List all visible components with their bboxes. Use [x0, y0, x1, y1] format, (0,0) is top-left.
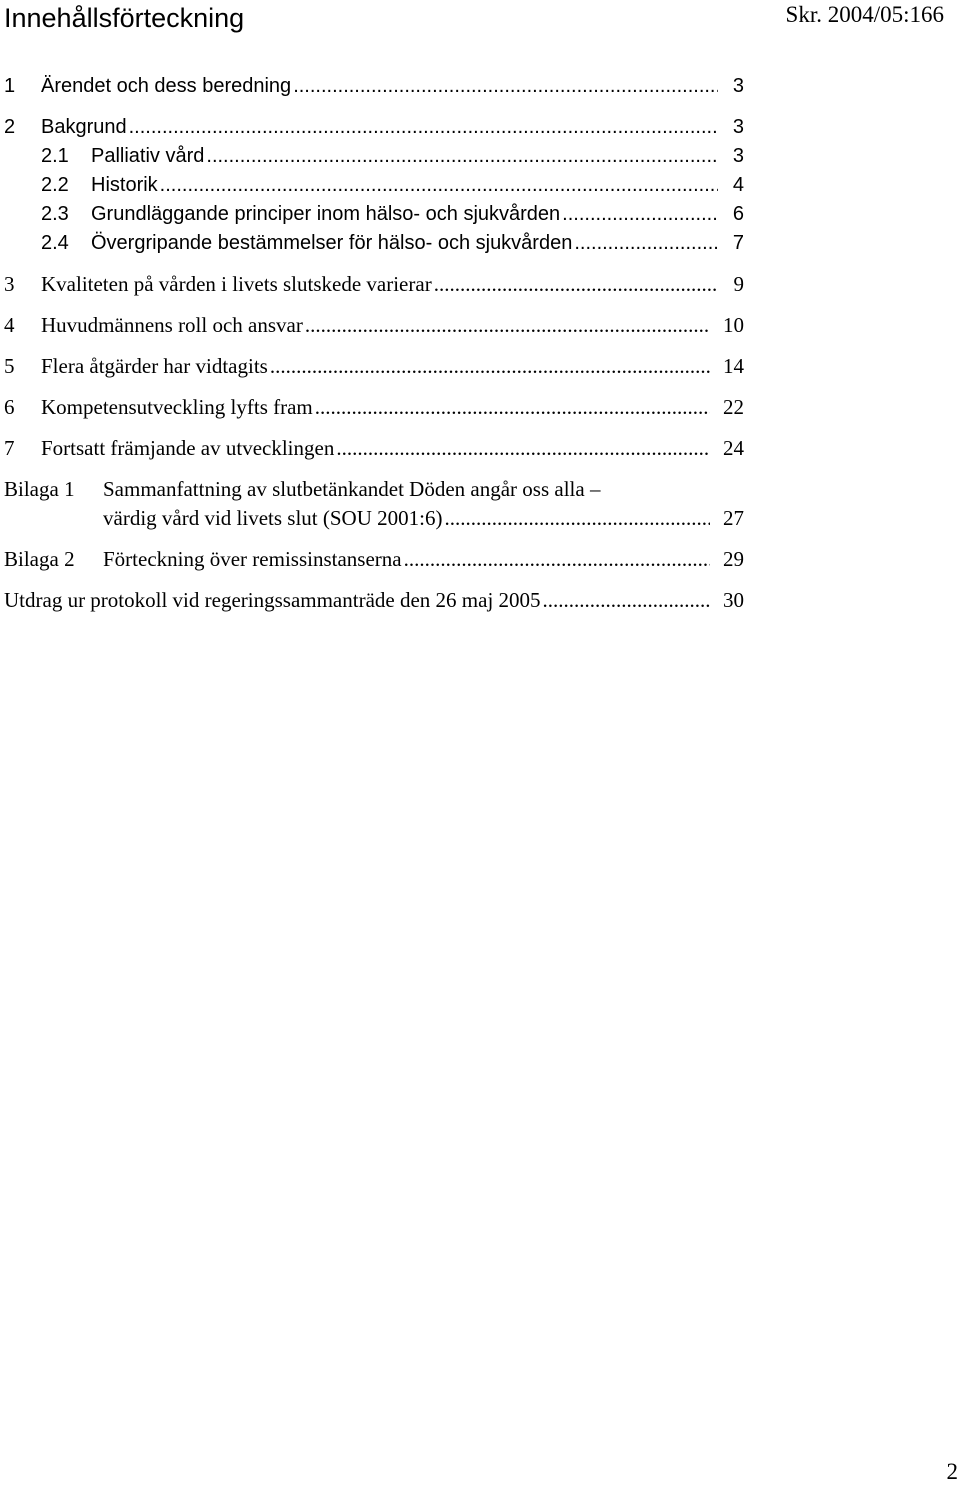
- toc-entry-number: 5: [4, 354, 15, 378]
- toc-leader-dots: [444, 504, 710, 532]
- toc-entry-number: Bilaga 2: [4, 547, 75, 571]
- toc-entry-title: Fortsatt främjande av utvecklingen: [41, 436, 335, 460]
- toc-entry-page: 7: [732, 232, 744, 254]
- toc-entry-number: 7: [4, 436, 15, 460]
- toc-entry-1[interactable]: [0, 72, 744, 100]
- toc-entry-title: Bakgrund: [41, 116, 127, 138]
- toc-entry-title: Historik: [91, 174, 158, 196]
- toc-leader-dots: [160, 171, 718, 199]
- toc-leader-dots: [543, 586, 710, 614]
- toc-entry-page: 27: [723, 506, 744, 530]
- toc-entry-title-continued: värdig vård vid livets slut (SOU 2001:6): [103, 506, 443, 530]
- toc-entry-2[interactable]: [0, 113, 744, 141]
- toc-entry-title: Ärendet och dess beredning: [41, 75, 292, 97]
- toc-entry-title: Förteckning över remissinstanserna: [103, 547, 402, 571]
- toc-entry-page: 3: [732, 145, 744, 167]
- toc-entry-number: 2: [4, 116, 16, 138]
- toc-entry-title: Sammanfattning av slutbetänkandet Döden angår oss alla –: [103, 477, 601, 501]
- toc-entry-protokoll[interactable]: [0, 586, 744, 614]
- toc-leader-dots: [336, 434, 710, 462]
- toc-leader-dots: [434, 270, 718, 298]
- toc-leader-dots: [293, 72, 718, 100]
- toc-entry-page: 22: [723, 395, 744, 419]
- toc-entry-title: Kvaliteten på vården i livets slutskede varierar: [41, 272, 432, 296]
- toc-entry-page: 14: [723, 354, 744, 378]
- toc-entry-page: 4: [732, 174, 744, 196]
- toc-entry-2-4[interactable]: [0, 229, 744, 257]
- toc-entry-title: Huvudmännens roll och ansvar: [41, 313, 303, 337]
- toc-entry-2-2[interactable]: [0, 171, 744, 199]
- toc-entry-title: Grundläggande principer inom hälso- och sjukvården: [91, 203, 561, 225]
- toc-entry-title: Utdrag ur protokoll vid regeringssammanträde den 26 maj 2005: [4, 588, 541, 612]
- page-title: Innehållsförteckning: [4, 3, 245, 33]
- toc-leader-dots: [206, 142, 718, 170]
- toc-leader-dots: [315, 393, 710, 421]
- toc-entry-page: 30: [723, 588, 744, 612]
- toc-entry-page: 3: [732, 75, 744, 97]
- toc-entry-6[interactable]: [0, 393, 744, 421]
- toc-entry-number: Bilaga 1: [4, 477, 75, 501]
- toc-entry-bilaga-2[interactable]: [0, 545, 744, 573]
- toc-leader-dots: [574, 229, 718, 257]
- toc-entry-page: 6: [732, 203, 744, 225]
- toc-entry-2-1[interactable]: [0, 142, 744, 170]
- toc-entry-number: 2.2: [41, 174, 69, 196]
- toc-entry-5[interactable]: [0, 352, 744, 380]
- toc-entry-page: 24: [723, 436, 744, 460]
- toc-entry-title: Flera åtgärder har vidtagits: [41, 354, 268, 378]
- toc-leader-dots: [305, 311, 710, 339]
- toc-entry-bilaga-1-cont[interactable]: [0, 504, 744, 532]
- toc-entry-4[interactable]: [0, 311, 744, 339]
- toc-entry-2-3[interactable]: [0, 200, 744, 228]
- toc-entry-number: 6: [4, 395, 15, 419]
- toc-entry-number: 2.4: [41, 232, 69, 254]
- toc-leader-dots: [404, 545, 710, 573]
- toc-entry-number: 1: [4, 75, 16, 97]
- toc-entry-7[interactable]: [0, 434, 744, 462]
- toc-leader-dots: [270, 352, 710, 380]
- toc-entry-number: 2.3: [41, 203, 69, 225]
- toc-entry-3[interactable]: [0, 270, 744, 298]
- document-reference: Skr. 2004/05:166: [785, 2, 944, 27]
- toc-entry-bilaga-1[interactable]: [0, 475, 744, 503]
- toc-entry-page: 3: [732, 116, 744, 138]
- toc-entry-number: 2.1: [41, 145, 69, 167]
- toc-entry-title: Palliativ vård: [91, 145, 205, 167]
- toc-entry-page: 9: [733, 272, 744, 296]
- toc-entry-title: Kompetensutveckling lyfts fram: [41, 395, 313, 419]
- toc-entry-title: Övergripande bestämmelser för hälso- och sjukvården: [91, 232, 573, 254]
- toc-leader-dots: [129, 113, 718, 141]
- page-number: 2: [946, 1459, 958, 1484]
- toc-leader-dots: [562, 200, 718, 228]
- toc-entry-number: 4: [4, 313, 15, 337]
- toc-entry-number: 3: [4, 272, 15, 296]
- toc-entry-page: 10: [723, 313, 744, 337]
- toc-entry-page: 29: [723, 547, 744, 571]
